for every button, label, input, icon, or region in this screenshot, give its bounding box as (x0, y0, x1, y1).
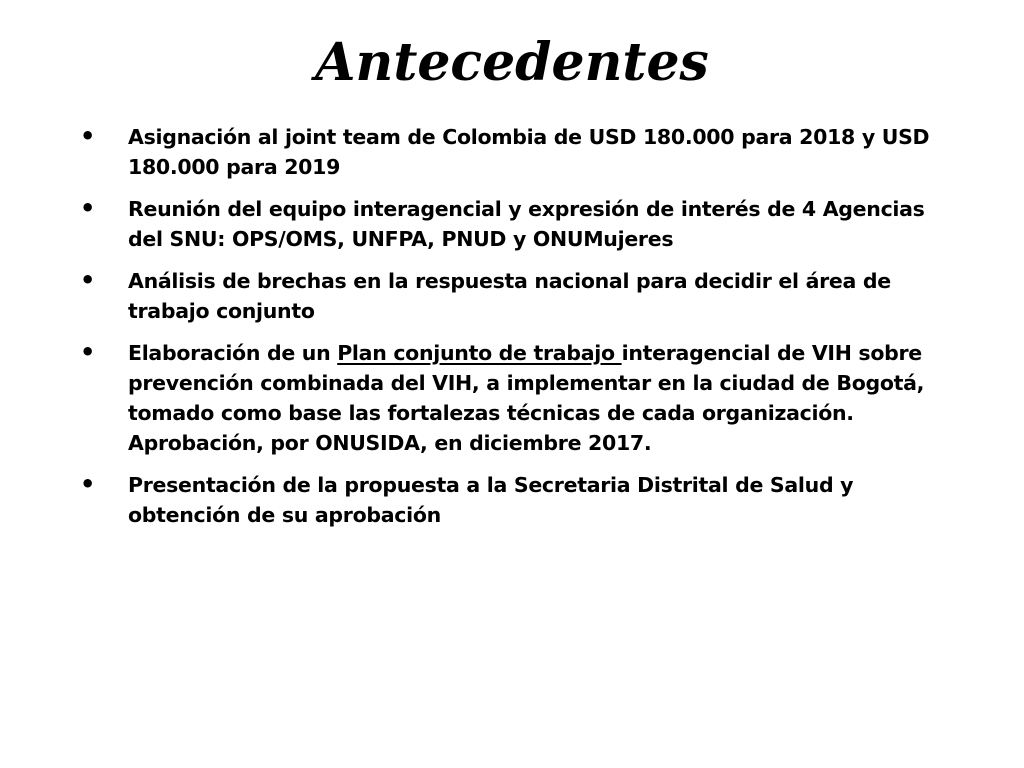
bullet-item (78, 194, 958, 254)
bullet-text: Presentación de la propuesta a la Secretaria Distrital de Salud y obtención de su aprobación (128, 473, 854, 527)
bullet-item (78, 338, 958, 458)
bullet-dot-icon: • (80, 338, 96, 366)
bullet-item (78, 122, 958, 182)
slide-title: Antecedentes (315, 32, 709, 93)
bullet-text-after: interagencial de VIH sobre prevención combinada del VIH, a implementar en la ciudad de Bogotá, tomado como base las fortalezas técnicas de cada organización. Aprobación, por ONUSIDA, en diciembre 2017. (128, 341, 925, 455)
bullet-text: Análisis de brechas en la respuesta nacional para decidir el área de trabajo conjunto (128, 269, 891, 323)
bullet-item (78, 470, 958, 530)
bullet-dot-icon: • (80, 122, 96, 150)
bullet-list (78, 122, 958, 542)
bullet-text-before: Elaboración de un (128, 341, 338, 365)
bullet-dot-icon: • (80, 470, 96, 498)
bullet-text: Reunión del equipo interagencial y expresión de interés de 4 Agencias del SNU: OPS/OMS, UNFPA, PNUD y ONUMujeres (128, 197, 925, 251)
plan-conjunto-underlined-text: Plan conjunto de trabajo (337, 341, 622, 365)
bullet-dot-icon: • (80, 266, 96, 294)
bullet-text: Asignación al joint team de Colombia de USD 180.000 para 2018 y USD 180.000 para 2019 (128, 125, 930, 179)
bullet-item (78, 266, 958, 326)
bullet-dot-icon: • (80, 194, 96, 222)
